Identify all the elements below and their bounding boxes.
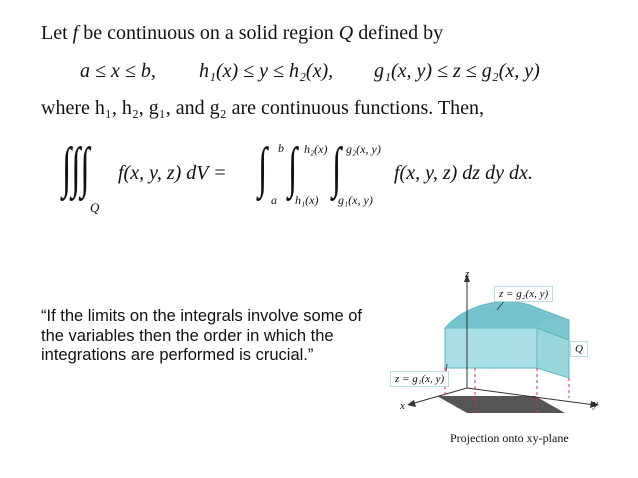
theorem-line-3: where h₁, h₂, g₁, and g₂ are continuous functions. Then, — [41, 97, 484, 119]
line1-q: Q — [338, 22, 354, 44]
outer-upper-limit: b — [278, 141, 284, 155]
line1-mid: be continuous on a solid region — [83, 22, 334, 44]
inner-lower-limit: g₁(x, y) — [338, 193, 373, 207]
inner-integral-symbol: ∫ — [332, 137, 342, 199]
x-axis-arrow — [407, 400, 416, 407]
y-axis-label: y — [593, 398, 598, 410]
bounds-y: h₁(x) ≤ y ≤ h₂(x), — [199, 60, 334, 82]
bottom-surface-label: z = g₁(x, y) — [390, 371, 449, 387]
region-q-label: Q — [570, 341, 588, 357]
lhs-region-q: Q — [90, 200, 100, 215]
x-axis-label: x — [400, 400, 405, 412]
quote-text: “If the limits on the integrals involve some of the variables then the order in which the integrations are performed is crucial.” — [41, 307, 362, 364]
bounds-z: g₁(x, y) ≤ z ≤ g₂(x, y) — [374, 60, 540, 82]
middle-integral-symbol: ∫ — [288, 137, 298, 199]
middle-lower-limit: h₁(x) — [295, 193, 319, 207]
bounds-x: a ≤ x ≤ b, — [80, 60, 156, 82]
outer-integral-symbol: ∫ — [258, 137, 268, 199]
middle-upper-limit: h₂(x) — [304, 142, 328, 156]
theorem-line-1 — [41, 22, 443, 45]
triple-integral-symbol: ∫∫∫ — [62, 137, 90, 199]
inner-upper-limit: g₂(x, y) — [346, 142, 381, 156]
lhs-integrand: f(x, y, z) dV = — [118, 162, 227, 184]
line1-post: defined by — [358, 22, 444, 44]
projection-caption: Projection onto xy-plane — [450, 431, 569, 445]
top-surface-label: z = g₂(x, y) — [494, 286, 553, 302]
z-axis-label: z — [465, 268, 470, 280]
line1-f: f — [72, 22, 79, 44]
rhs-integrand: f(x, y, z) dz dy dx. — [394, 162, 533, 184]
solid-front-face — [445, 328, 537, 368]
line1-pre: Let — [41, 22, 68, 44]
outer-lower-limit: a — [271, 193, 277, 207]
